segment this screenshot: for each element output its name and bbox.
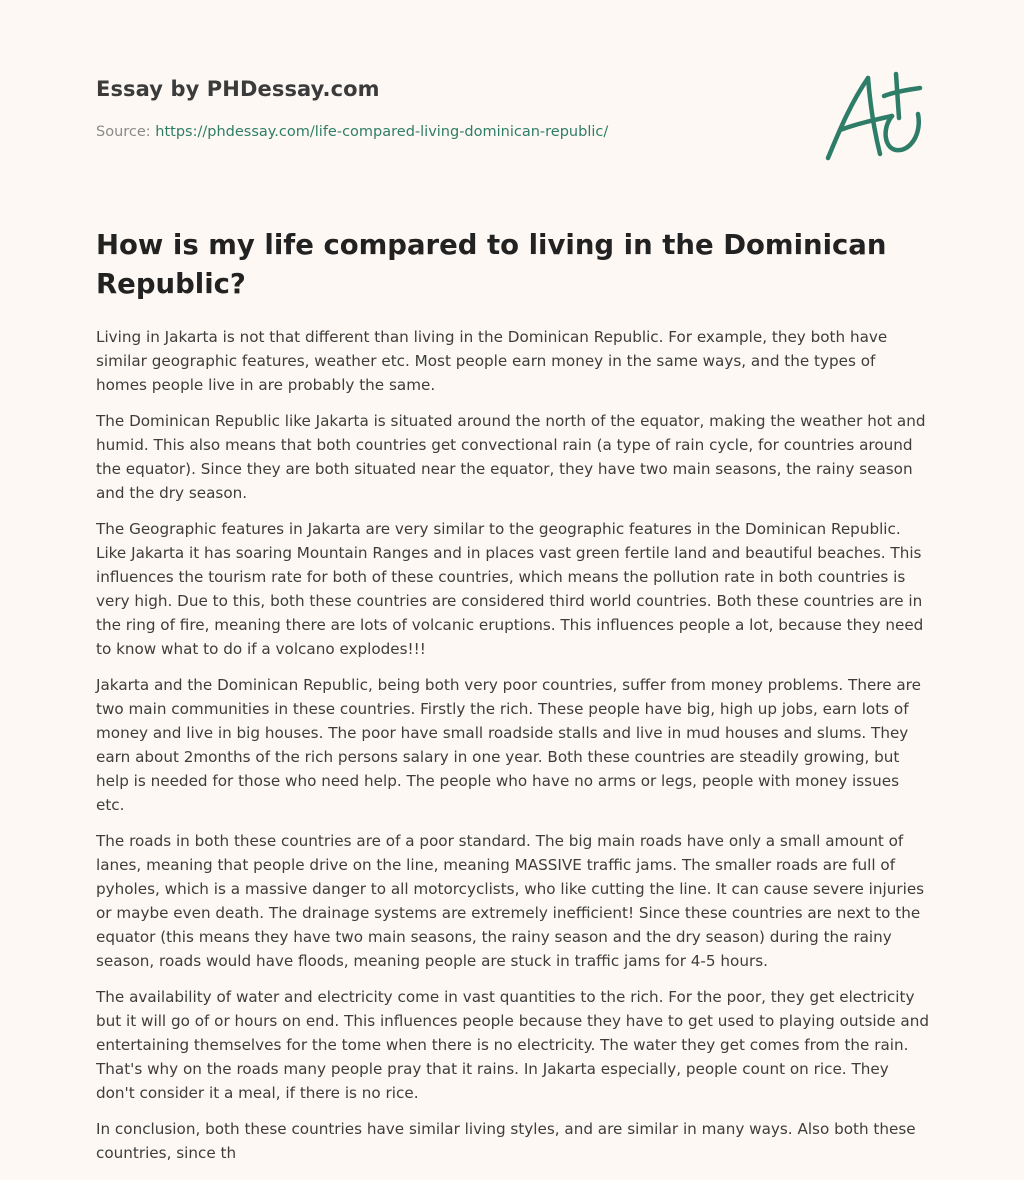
- essay-title: How is my life compared to living in the Dominican Republic?: [96, 229, 887, 300]
- source-label: Source:: [96, 124, 156, 140]
- essay-paragraph: The roads in both these countries are of a poor standard. The big main roads have only a small amount of lanes, meaning that people drive on the line, meaning MASSIVE traffic jams. The smaller roads are full of pyholes, which is a massive danger to all motorcyclists, who like cutting the line. It can cause severe injuries or maybe even death. The drainage systems are extremely inefficient! Since these countries are next to the equator (this means they have two main seasons, the rainy season and the dry season) during the rainy season, roads would have floods, meaning people are stuck in traffic jams for 4-5 hours.: [96, 832, 925, 970]
- essay-paragraph: The availability of water and electricity come in vast quantities to the rich. For the poor, they get electricity but it will go of or hours on end. This influences people because they have to get used to playing outside and entertaining themselves for the tome when there is no electricity. The water they get comes from the rain. That's why on the roads many people pray that it rains. In Jakarta especially, people count on rice. They don't consider it a meal, if there is no rice.: [96, 988, 930, 1102]
- essay-paragraph: Jakarta and the Dominican Republic, being both very poor countries, suffer from money problems. There are two main communities in these countries. Firstly the rich. These people have big, high up jobs, earn lots of money and live in big houses. The poor have small roadside stalls and live in mud houses and slums. They earn about 2months of the rich persons salary in one year. Both these countries are steadily growing, but help is needed for those who need help. The people who have no arms or legs, people with money issues etc.: [96, 676, 921, 814]
- essay-paragraph: The Geographic features in Jakarta are very similar to the geographic features in the Dominican Republic. Like Jakarta it has soaring Mountain Ranges and in places vast green fertile land and beautiful beaches. This influences the tourism rate for both of these countries, which means the pollution rate in both countries is very high. Due to this, both these countries are considered third world countries. Both these countries are in the ring of fire, meaning there are lots of volcanic eruptions. This influences people a lot, because they need to know what to do if a volcano explodes!!!: [96, 520, 924, 658]
- source-line: [96, 124, 608, 140]
- essay-paragraph: In conclusion, both these countries have similar living styles, and are similar in many ways. Also both these countries, since th: [96, 1120, 916, 1162]
- essay-paragraph: The Dominican Republic like Jakarta is situated around the north of the equator, making the weather hot and humid. This also means that both countries get convectional rain (a type of rain cycle, for countries around the equator). Since they are both situated near the equator, they have two main seasons, the rainy season and the dry season.: [96, 412, 926, 502]
- a-plus-grade-icon: [822, 68, 928, 164]
- essay-paragraph: Living in Jakarta is not that different than living in the Dominican Republic. For example, they both have similar geographic features, weather etc. Most people earn money in the same ways, and the types of homes people live in are probably the same.: [96, 328, 888, 394]
- source-link[interactable]: https://phdessay.com/life-compared-living-dominican-republic/: [155, 124, 609, 140]
- site-brand: Essay by PHDessay.com: [96, 77, 380, 101]
- essay-body: [96, 325, 930, 1177]
